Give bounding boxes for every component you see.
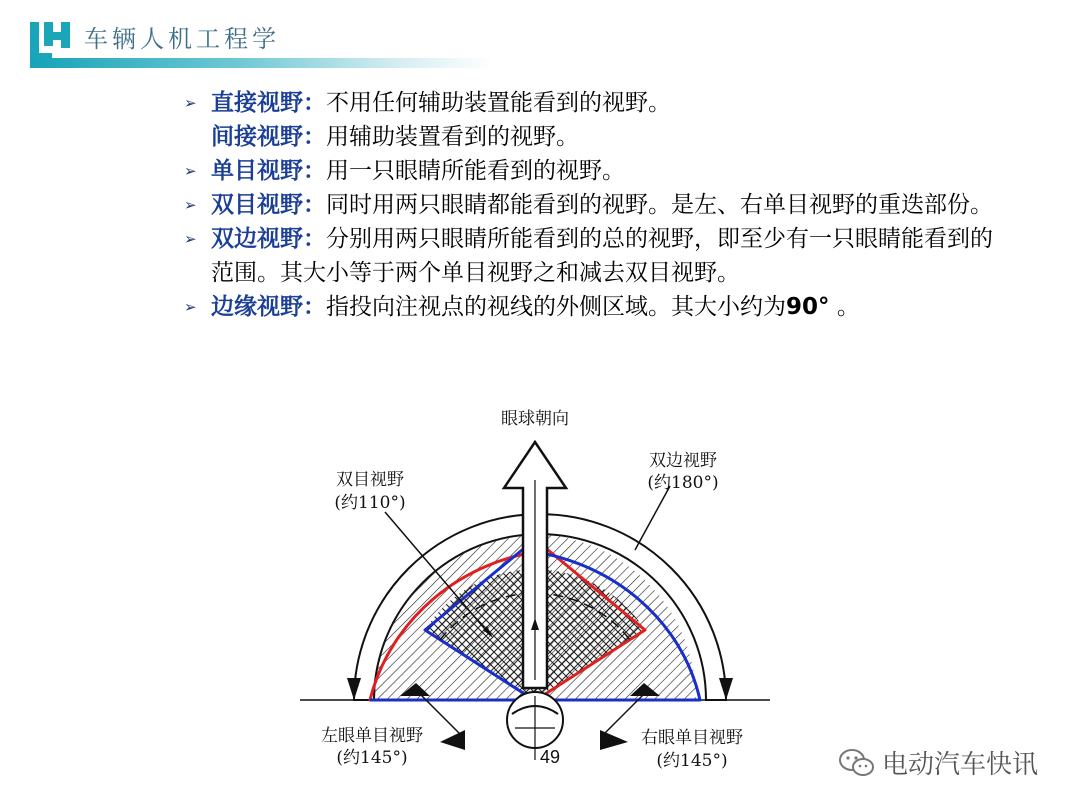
binocular-value: (约110°) [334,493,406,513]
term-separator: ： [303,158,326,184]
definition-tail: 。 [829,294,860,320]
definition: 用辅助装置看到的视野。 [326,124,579,150]
arrow-bullet-icon: ➢ [184,162,197,180]
eye-direction-label: 眼球朝向 [501,409,569,429]
definition: 用一只眼睛所能看到的视野。 [326,158,625,184]
right-mono-value: (约145°) [656,751,728,771]
term-separator: ： [303,192,326,218]
arrow-bullet-icon: ➢ [184,94,197,112]
bilateral-leader [635,486,670,550]
definition-list [184,86,1014,324]
bilateral-value: (约180°) [647,473,719,493]
term: 双边视野 [211,226,303,252]
bullet-peripheral-view [184,290,1014,324]
bilateral-label: 双边视野 [649,451,717,471]
visual-field-svg [290,400,780,780]
page-number: 49 [539,747,561,767]
angle-value: 90° [786,294,830,320]
visual-field-diagram [290,400,780,780]
arrow-bullet-icon: ➢ [184,196,197,214]
term-separator: ： [303,226,326,252]
course-title: 车辆人机工程学 [84,25,280,53]
term-separator: ： [303,90,326,116]
term-separator: ： [303,294,326,320]
arrow-bullet-icon: ➢ [184,230,197,248]
term: 边缘视野 [211,294,303,320]
bullet-monocular-view [184,154,1014,188]
definition: 指投向注视点的视线的外侧区域。其大小约为 [326,294,786,320]
term: 直接视野 [211,90,303,116]
definition: 不用任何辅助装置能看到的视野。 [326,90,671,116]
binocular-label: 双目视野 [336,470,404,490]
left-mono-label: 左眼单目视野 [321,726,423,746]
left-mono-pointer [440,730,465,750]
definition: 同时用两只眼睛都能看到的视野。是左、右单目视野的重迭部份。 [326,192,993,218]
definition: 分别用两只眼睛所能看到的总的视野，即至少有一只眼睛能看到的范围。其大小等于两个单目视野之和减去双目视野。 [211,226,993,286]
term-separator: ： [303,124,326,150]
arrow-bullet-icon: ➢ [184,298,197,316]
header-bar [30,58,494,68]
watermark [838,744,1038,781]
right-mono-pointer [600,730,628,750]
bullet-direct-view [184,86,1014,120]
bullet-bilateral-view [184,222,1014,290]
term: 双目视野 [211,192,303,218]
term: 单目视野 [211,158,303,184]
right-mono-label: 右眼单目视野 [641,728,743,748]
term: 间接视野 [211,124,303,150]
bullet-indirect-view [184,120,1014,154]
wechat-icon [838,747,876,779]
left-mono-value: (约145°) [336,748,408,768]
watermark-text: 电动汽车快讯 [882,750,1039,780]
bullet-binocular-view [184,188,1014,222]
